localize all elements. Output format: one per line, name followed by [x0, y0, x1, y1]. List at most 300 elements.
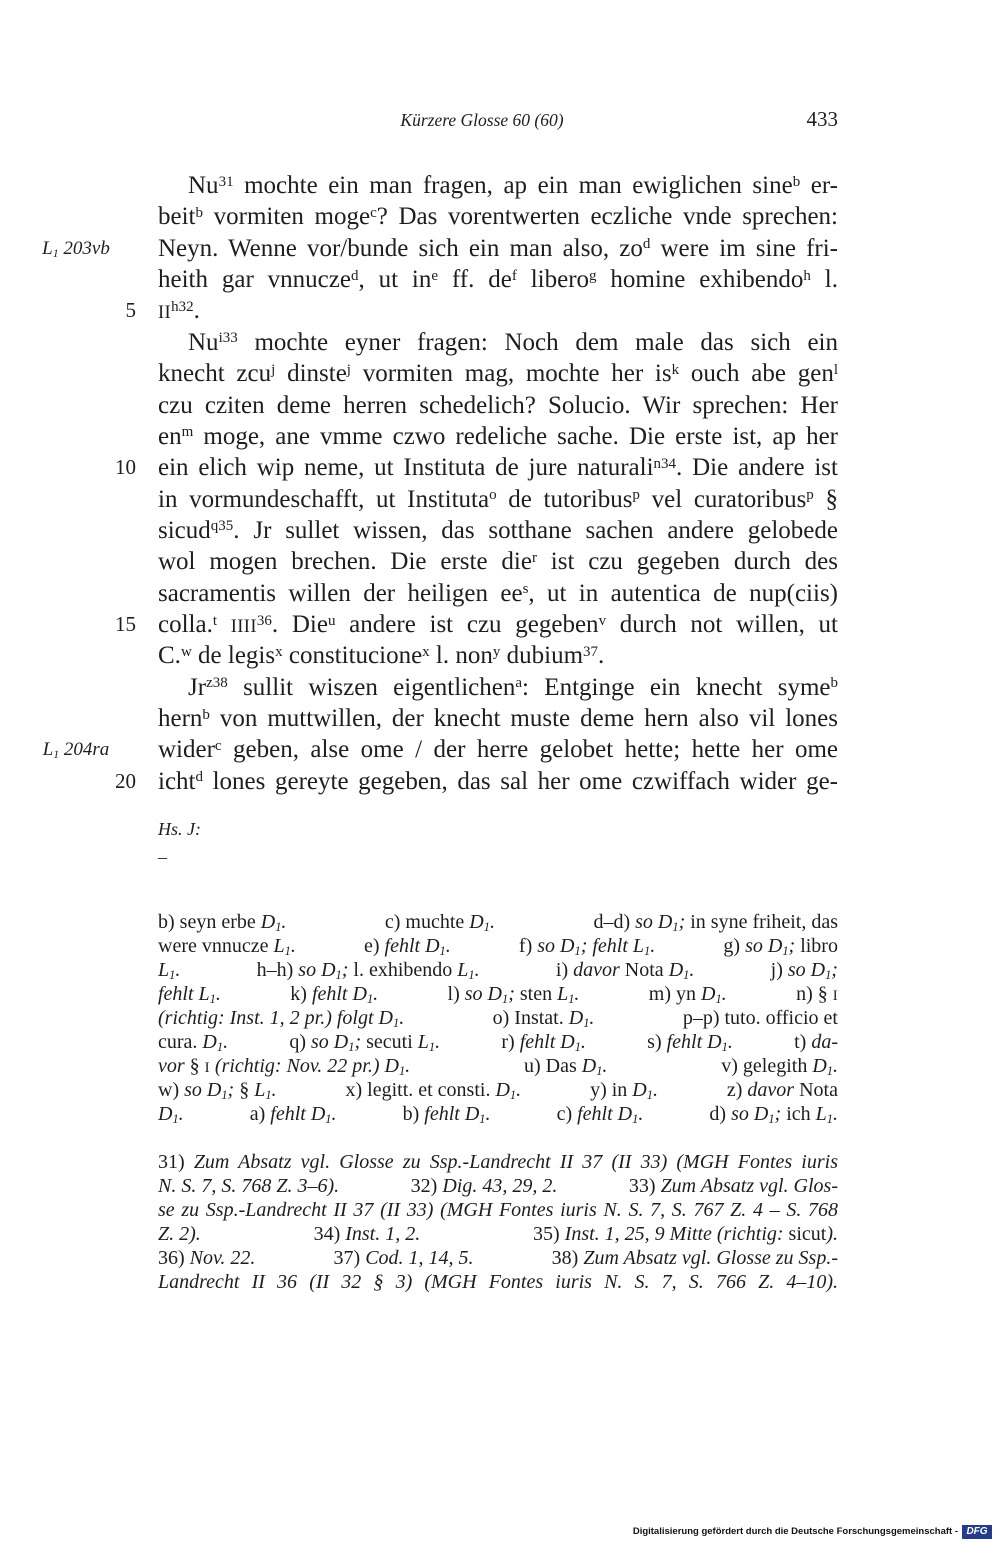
italic-run: . [331, 1103, 337, 1125]
siglum-subscript: 1 [721, 1040, 728, 1055]
italic-run: D [701, 983, 716, 1005]
source-entry [158, 1270, 838, 1294]
siglum-subscript: 1 [398, 1064, 406, 1079]
text-run: § [184, 1055, 205, 1077]
siglum-subscript: 1 [428, 1040, 436, 1055]
italic-run: . [175, 959, 181, 981]
source-line [158, 1270, 838, 1294]
note-marker: f [511, 267, 517, 284]
apparatus-entry [158, 982, 221, 1006]
italic-run: fehlt L [158, 983, 210, 1005]
text-run: 35) [533, 1223, 565, 1245]
source-entry [411, 1174, 558, 1198]
text-run: vel curatoribus [639, 485, 807, 513]
text-line [125, 295, 838, 326]
text-line [158, 390, 838, 421]
text-run: heith gar vnnucze [158, 266, 351, 294]
italic-run: L [557, 983, 569, 1005]
text-run: j) [770, 959, 788, 981]
text-run: icht [158, 767, 196, 795]
siglum-subscript: 1 [53, 748, 60, 762]
text-line [158, 703, 838, 734]
text-run: mochte ein man fragen, ap ein man ewiglichen sine [233, 172, 793, 199]
source-entry [158, 1222, 201, 1246]
apparatus-entry [723, 934, 838, 958]
siglum-subscript: 1 [265, 1088, 272, 1103]
italic-run: ; [831, 959, 838, 981]
apparatus-entry [721, 1054, 838, 1078]
italic-run: . [602, 1055, 608, 1077]
apparatus-entry [647, 1030, 733, 1054]
text-run: Nu [188, 172, 219, 199]
italic-run: fehlt D [666, 1031, 722, 1053]
siglum-subscript: 1 [284, 944, 291, 959]
apparatus-entry [493, 1006, 595, 1030]
text-run: sicud [158, 516, 211, 544]
note-marker: e [431, 267, 439, 284]
italic-run: L [158, 959, 170, 981]
text-run: wol mogen brechen. Die erste die [158, 548, 532, 576]
text-run: ouch abe gen [679, 360, 834, 388]
italic-run: D [668, 959, 684, 981]
italic-run: ; [788, 935, 796, 957]
note-marker: m [181, 424, 194, 441]
text-run: colla. [158, 611, 213, 639]
italic-run: . [832, 1103, 838, 1125]
text-run: ist czu gegeben durch des [536, 548, 838, 576]
apparatus-entry [289, 1030, 440, 1054]
italic-run: . [178, 1103, 184, 1125]
text-run: a) [249, 1103, 271, 1125]
source-line [158, 1222, 838, 1246]
siglum-subscript: 1 [483, 920, 490, 935]
text-line [115, 452, 838, 483]
text-run: Nota [794, 1079, 838, 1101]
italic-run: so D [731, 1103, 769, 1125]
apparatus-entry [557, 1102, 644, 1126]
apparatus-line [158, 1102, 838, 1126]
text-run: . [193, 297, 200, 325]
italic-run: so D [635, 911, 673, 933]
line-number: 20 [115, 768, 136, 793]
italic-run: so D [464, 983, 502, 1005]
siglum-subscript: 1 [325, 1112, 332, 1127]
text-run: . Jr sullet wissen, das sotthane sachen andere gelobede [233, 516, 838, 544]
italic-run: . [485, 1103, 491, 1125]
note-marker: q35 [210, 518, 234, 535]
italic-run: . [281, 911, 287, 933]
apparatus-entry [257, 958, 480, 982]
italic-run: fehlt D [424, 1103, 480, 1125]
italic-run: L [273, 935, 285, 957]
source-line [158, 1198, 838, 1222]
small-caps-numeral: I [204, 1060, 210, 1076]
note-marker: a [515, 675, 523, 692]
note-marker: t [212, 612, 218, 629]
line-number: 10 [115, 455, 136, 480]
text-run: geben, alse ome / der herre gelobet hette; hette her ome [221, 736, 838, 764]
note-marker: d [195, 769, 203, 786]
note-marker: p [806, 487, 814, 504]
apparatus-line [158, 910, 838, 934]
siglum-subscript: 1 [172, 1112, 179, 1127]
italic-run: fehlt D [270, 1103, 326, 1125]
italic-run: . [516, 1079, 522, 1101]
italic-run: . [638, 1103, 644, 1125]
note-marker: j [346, 361, 351, 378]
note-marker: i33 [218, 330, 238, 347]
text-run: l) [447, 983, 465, 1005]
text-run: were vnnucze [158, 935, 274, 957]
note-marker: o [489, 487, 497, 504]
text-run: dinste [275, 360, 347, 388]
text-run: constitucione [282, 642, 423, 670]
italic-run: so D [537, 935, 575, 957]
italic-run: . [689, 959, 695, 981]
apparatus-entry [158, 1078, 277, 1102]
apparatus-line [158, 982, 838, 1006]
siglum-subscript: 1 [335, 968, 342, 983]
italic-run: Zum Absatz vgl. Glosse zu Ssp.- [583, 1247, 838, 1269]
italic-run: (richtig: Nov. 22 pr.) D [209, 1055, 399, 1077]
italic-run: Landrecht II 36 (II 32 § 3) (MGH Fontes iuris N. S. 7, S. 766 Z. 4–10). [158, 1271, 838, 1293]
siglum-subscript: 1 [768, 1112, 775, 1127]
source-entry [533, 1222, 838, 1246]
text-run: 37) [333, 1247, 366, 1269]
note-marker: h32 [171, 298, 194, 315]
text-run: b) [402, 1103, 425, 1125]
apparatus-line [158, 1054, 838, 1078]
text-run: en [158, 422, 182, 450]
text-run: q) [289, 1031, 312, 1053]
source-entry [552, 1246, 838, 1270]
text-run: b) seyn erbe [158, 911, 261, 933]
source-entry [158, 1246, 255, 1270]
source-entry [629, 1174, 838, 1198]
italic-run: D [469, 911, 484, 933]
text-line [158, 640, 838, 671]
siglum-subscript: 1 [479, 1112, 486, 1127]
text-run: w) [158, 1079, 185, 1101]
text-run: durch not willen, ut [606, 611, 839, 639]
apparatus-entry [590, 1078, 658, 1102]
apparatus-entry [364, 934, 451, 958]
source-notes [158, 1150, 838, 1294]
siglum-subscript: 1 [632, 1112, 639, 1127]
apparatus-entry [709, 1102, 838, 1126]
note-marker: w [180, 643, 192, 660]
italic-run: so D [298, 959, 336, 981]
text-line [158, 201, 838, 232]
italic-run: . [589, 1007, 595, 1029]
text-run: . Die andere ist [676, 454, 838, 482]
text-run: i) [555, 959, 574, 981]
text-run: 36) [158, 1247, 190, 1269]
line-number: 5 [125, 298, 136, 323]
siglum-subscript: 1 [501, 992, 509, 1007]
italic-run: Inst. 1, 2. [345, 1223, 421, 1245]
italic-run: N. S. 7, S. 768 Z. 3–6). [158, 1175, 340, 1197]
apparatus-entry [501, 1030, 586, 1054]
text-run: t) [794, 1031, 812, 1053]
siglum-subscript: 1 [826, 1112, 833, 1127]
text-run: , ut in autentica de nup(ciis) [528, 579, 839, 607]
apparatus-entry [524, 1054, 607, 1078]
siglum-subscript: 1 [825, 968, 832, 983]
siglum-subscript: 1 [583, 1016, 590, 1031]
italic-run: ; [774, 1103, 782, 1125]
small-caps-numeral: I [832, 988, 838, 1004]
italic-run: Nov. 22. [189, 1247, 256, 1269]
apparatus-entry [796, 982, 838, 1006]
text-run: r) [501, 1031, 520, 1053]
text-run: in syne friheit, das [685, 911, 838, 933]
text-run: libero [516, 266, 590, 294]
text-run: c) muchte [384, 911, 470, 933]
text-run: n) § [796, 983, 833, 1005]
note-marker: n34 [653, 455, 677, 472]
note-marker: l [833, 361, 839, 378]
note-marker: c [370, 204, 377, 221]
digitization-credit: Digitalisierung gefördert durch die Deutsche Forschungsgemeinschaft - [632, 1526, 958, 1537]
siglum-subscript: 1 [574, 1040, 581, 1055]
text-run: k) [290, 983, 312, 1005]
text-run: er- [800, 172, 838, 199]
text-line [158, 515, 838, 546]
apparatus-entry [345, 1078, 521, 1102]
text-run: de tutoribus [496, 485, 633, 513]
text-line [115, 609, 839, 640]
apparatus-line [158, 1030, 838, 1054]
text-run: g) [723, 935, 746, 957]
note-marker: r [531, 549, 537, 566]
text-run: m) yn [648, 983, 702, 1005]
italic-run: davor [747, 1079, 795, 1101]
siglum-subscript: 1 [439, 944, 446, 959]
italic-run: Zum Absatz vgl. Glos- [660, 1175, 838, 1197]
text-run: vormiten mag, mochte her is [350, 360, 672, 388]
italic-run: ; [354, 1031, 362, 1053]
italic-run: . [290, 935, 296, 957]
note-marker: k [671, 361, 680, 378]
small-caps-numeral: II [158, 303, 172, 324]
siglum-subscript: 1 [826, 1064, 833, 1079]
text-run: d–d) [593, 911, 636, 933]
text-run: x) legitt. et consti. [345, 1079, 496, 1101]
note-marker: b [202, 706, 210, 723]
text-run: sullit wiszen eigentlichen [227, 673, 516, 701]
apparatus-entry [683, 1006, 838, 1030]
italic-run: D [581, 1055, 597, 1077]
text-run: Neyn. Wenne vor/bunde sich ein man also, zo [158, 234, 643, 262]
note-marker: 36 [256, 612, 272, 629]
italic-run: fehlt D [311, 983, 367, 1005]
text-run: § [234, 1079, 255, 1101]
text-run: l. [810, 266, 838, 294]
text-run: mochte eyner fragen: Noch dem male das sich ein [237, 328, 838, 356]
text-run: secuti [361, 1031, 418, 1053]
siglum-subscript: 1 [683, 968, 690, 983]
apparatus-line [158, 934, 838, 958]
text-run: hern [158, 705, 203, 733]
text-line [158, 578, 838, 609]
running-title: Kürzere Glosse 60 (60) [400, 110, 564, 130]
italic-run: . [271, 1079, 277, 1101]
text-run: ein elich wip neme, ut Instituta de jure naturali [158, 454, 654, 482]
apparatus-entry [158, 910, 286, 934]
text-run: 33) [628, 1175, 661, 1197]
text-run: Jr [188, 673, 207, 701]
text-run: o) Instat. [492, 1007, 569, 1029]
apparatus-entry [158, 958, 180, 982]
italic-run: ; [678, 911, 686, 933]
italic-run: L [42, 237, 53, 259]
text-run: sacramentis willen der heiligen ee [158, 579, 523, 607]
text-run: de legis [191, 642, 276, 670]
text-run: wider [158, 736, 215, 764]
italic-run: fehlt D [577, 1103, 633, 1125]
note-marker: x [422, 643, 430, 660]
text-run: ? Das vorentwerten eczliche vnde sprechen: [376, 203, 838, 231]
italic-run: so D [184, 1079, 222, 1101]
italic-run: ). [826, 1223, 838, 1245]
text-run: z) [726, 1079, 748, 1101]
note-marker: b [195, 204, 203, 221]
apparatus-entry [158, 1006, 404, 1030]
source-entry [158, 1150, 838, 1174]
italic-run: so D [787, 959, 826, 981]
text-run: p–p) tuto. officio et [682, 1007, 838, 1029]
italic-run: . [721, 983, 727, 1005]
siglum-subscript: 1 [568, 992, 575, 1007]
text-run [217, 611, 231, 638]
text-run: f) [518, 935, 538, 957]
apparatus-entry [158, 934, 296, 958]
text-run: l. non [429, 642, 493, 670]
note-marker: v [598, 612, 607, 629]
critical-apparatus [158, 910, 838, 1126]
source-entry [158, 1174, 339, 1198]
siglum-subscript: 1 [468, 968, 475, 983]
italic-run: D [202, 1031, 217, 1053]
siglum-subscript: 1 [646, 1088, 653, 1103]
apparatus-line [158, 1078, 838, 1102]
text-line [42, 734, 838, 765]
note-marker: h [803, 267, 811, 284]
apparatus-entry [158, 1102, 184, 1126]
siglum-subscript: 1 [672, 920, 679, 935]
italic-run: fehlt D [384, 935, 440, 957]
siglum-subscript: 1 [644, 944, 651, 959]
text-line [158, 327, 838, 358]
source-line [158, 1150, 838, 1174]
italic-run: 203vb [58, 237, 110, 259]
source-entry [334, 1246, 474, 1270]
text-run: h–h) [256, 959, 299, 981]
source-entry [314, 1222, 421, 1246]
text-run: u) Das [524, 1055, 582, 1077]
apparatus-entry [448, 982, 580, 1006]
witness-label: Hs. J: [158, 819, 201, 839]
apparatus-entry [158, 1030, 228, 1054]
text-line [158, 421, 838, 452]
note-marker: y [492, 643, 501, 660]
italic-run: . [445, 935, 451, 957]
italic-run: . [435, 1031, 441, 1053]
text-run: 38) [551, 1247, 584, 1269]
italic-run: ; [341, 959, 349, 981]
italic-run: . [399, 1007, 405, 1029]
apparatus-entry [385, 910, 495, 934]
note-marker: 31 [218, 173, 234, 190]
siglum-subscript: 1 [393, 1016, 400, 1031]
siglum-subscript: 1 [348, 1040, 355, 1055]
text-run: , ut in [358, 266, 432, 294]
text-line [115, 766, 838, 797]
text-line [158, 170, 838, 201]
text-line [42, 233, 839, 264]
text-line [158, 264, 838, 295]
text-run: moge, ane vmme czwo redeliche sache. Die erste ist, ap her [193, 422, 838, 450]
apparatus-entry [519, 934, 655, 958]
italic-run: . [650, 935, 656, 957]
text-run: dubium [500, 642, 584, 670]
text-run: beit [158, 203, 196, 231]
italic-run: D [495, 1079, 510, 1101]
siglum-subscript: 1 [574, 944, 581, 959]
text-run: in vormundeschafft, ut Instituta [158, 485, 490, 513]
siglum-subscript: 1 [596, 1064, 603, 1079]
italic-run: so D [745, 935, 783, 957]
note-marker: c [214, 737, 222, 754]
italic-run: Cod. 1, 14, 5. [365, 1247, 474, 1269]
italic-run: D [158, 1103, 173, 1125]
text-run: . [598, 642, 605, 670]
note-marker: d [350, 267, 359, 284]
text-run: sicut [788, 1223, 827, 1245]
apparatus-dash: – [158, 847, 167, 867]
note-marker: b [830, 675, 839, 692]
note-marker: s [522, 581, 529, 598]
text-run: . Die [271, 611, 328, 639]
siglum-subscript: 1 [209, 992, 216, 1007]
apparatus-entry [593, 910, 838, 934]
line-number: 15 [115, 612, 136, 637]
text-run: 34) [313, 1223, 346, 1245]
italic-run: . [833, 1055, 838, 1077]
italic-run: L [815, 1103, 827, 1125]
italic-run: Z. 2). [158, 1223, 201, 1245]
text-run: knecht zcu [158, 360, 272, 388]
italic-run: vor [158, 1055, 185, 1077]
text-line [158, 672, 838, 703]
italic-run: L [42, 739, 54, 761]
italic-run: Inst. 1, 25, 9 Mitte (richtig: [564, 1223, 789, 1245]
text-run: l. exhibendo [348, 959, 458, 981]
main-text [42, 170, 839, 797]
italic-run: ; fehlt L [580, 935, 645, 957]
note-marker: p [632, 487, 640, 504]
text-run: e) [364, 935, 385, 957]
siglum-subscript: 1 [715, 992, 722, 1007]
note-marker: b [792, 173, 801, 190]
margin-folio-note [38, 233, 114, 264]
note-marker: d [642, 236, 651, 253]
page-number: 433 [806, 107, 838, 131]
text-run: lones gereyte gegeben, das sal her ome czwiffach wider ge- [203, 767, 838, 795]
text-run: § [813, 485, 838, 513]
siglum-subscript: 1 [221, 1088, 228, 1103]
